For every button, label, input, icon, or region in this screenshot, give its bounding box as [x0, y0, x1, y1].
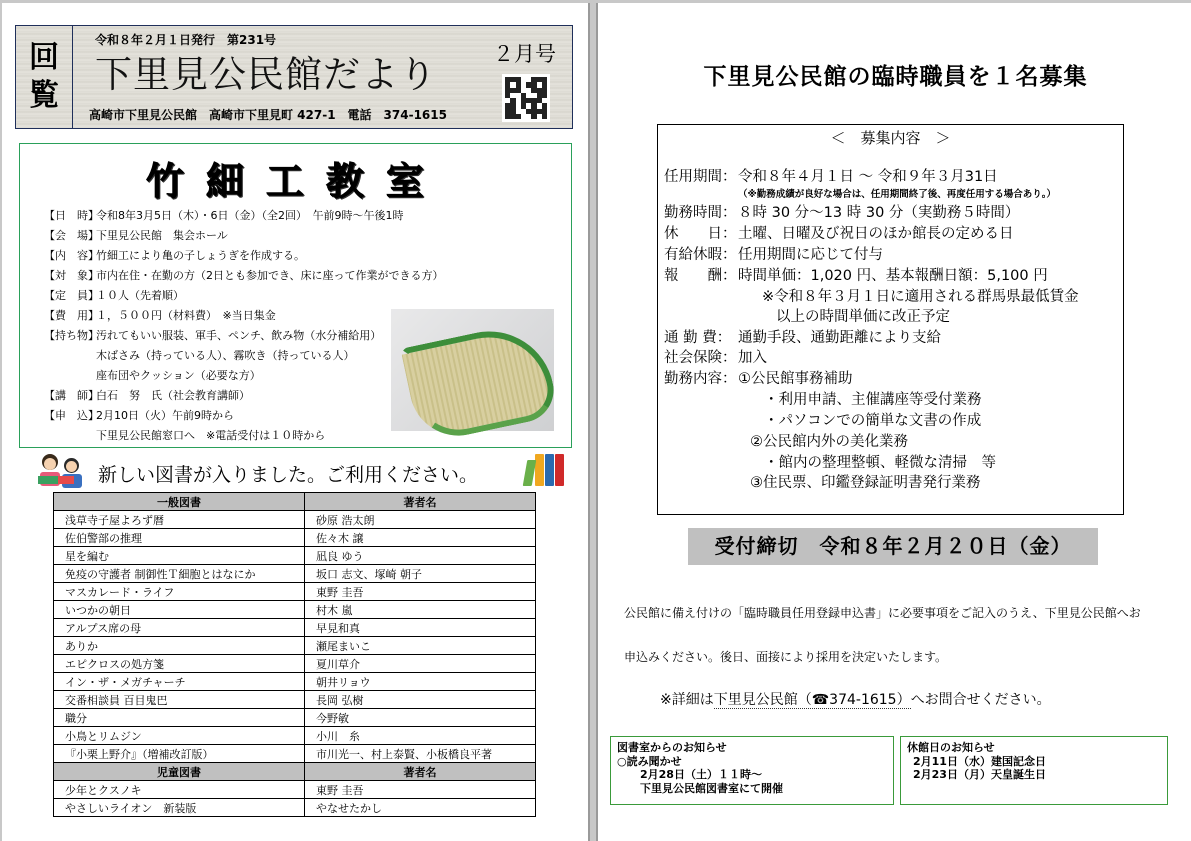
table-row	[54, 637, 536, 655]
table-row	[54, 727, 536, 745]
table-header-row	[54, 493, 536, 511]
book-title: エピクロスの処方箋	[54, 655, 305, 673]
library-notice-title: 図書室からのお知らせ	[617, 741, 727, 754]
book-author: 村木 嵐	[305, 601, 536, 619]
newsletter-title: 下里見公民館だより	[95, 53, 437, 96]
detail-value: 令和８年４月１日 ～ 令和９年３月31日	[738, 169, 998, 185]
kairan-char-2: 覧	[29, 78, 59, 113]
detail-label: 有給休暇：	[664, 247, 737, 263]
info-value: 市内在住・在勤の方（2日とも参加でき、床に座って作業ができる方）	[96, 269, 444, 282]
info-label	[44, 346, 96, 366]
inquiry-prefix: ※詳細は	[660, 692, 714, 708]
info-label: 【会 場】	[44, 229, 99, 242]
detail-row	[664, 266, 1048, 286]
book-title: 交番相談員 百目鬼巴	[54, 691, 305, 709]
page-right	[596, 3, 1191, 841]
table-row	[54, 745, 536, 763]
month-issue: ２月号	[493, 42, 556, 66]
info-label: 【講 師】	[44, 389, 99, 402]
info-row	[44, 386, 444, 406]
book-title: 『小栗上野介』（増補改訂版）	[54, 745, 305, 763]
column-header: 著者名	[305, 493, 536, 511]
detail-label: 勤務時間：	[664, 205, 737, 221]
info-value: １，５００円（材料費） ※当日集金	[96, 309, 276, 322]
info-row	[44, 326, 444, 346]
book-author: 凪良 ゆう	[305, 547, 536, 565]
table-row	[54, 709, 536, 727]
detail-row	[664, 348, 767, 368]
detail-value: 任用期間に応じて付与	[738, 247, 883, 263]
notice-line: ○読み聞かせ	[617, 754, 682, 768]
bamboo-basket-photo	[391, 309, 554, 431]
book-title: ありか	[54, 637, 305, 655]
info-row	[44, 226, 444, 246]
info-value: 竹細工により亀の子しょうぎを作成する。	[96, 249, 305, 262]
info-row	[44, 306, 444, 326]
table-row	[54, 565, 536, 583]
info-label: 【申 込】	[44, 409, 99, 422]
book-title: 浅草寺子屋よろず暦	[54, 511, 305, 529]
info-label: 【内 容】	[44, 249, 99, 262]
info-label: 【日 時】	[44, 209, 99, 222]
book-author: 坂口 志文、塚崎 朝子	[305, 565, 536, 583]
info-value: 座布団やクッション（必要な方）	[96, 369, 261, 382]
newsletter-masthead	[15, 25, 573, 129]
info-label	[44, 426, 96, 446]
book-author: 今野敏	[305, 709, 536, 727]
detail-row	[664, 224, 1014, 244]
bamboo-craft-class-section	[19, 143, 572, 448]
class-info-list	[44, 206, 444, 446]
column-header: 児童図書	[54, 763, 305, 781]
book-title: 星を編む	[54, 547, 305, 565]
info-value: 下里見公民館 集会ホール	[96, 229, 228, 242]
table-row	[54, 601, 536, 619]
detail-value: ①公民館事務補助	[738, 371, 853, 387]
circulation-mark	[16, 26, 73, 128]
detail-label: 社会保険：	[664, 350, 737, 366]
book-author: 砂原 浩太朗	[305, 511, 536, 529]
duty-item: ③住民票、印鑑登録証明書発行業務	[750, 475, 981, 491]
column-header: 著者名	[305, 763, 536, 781]
detail-note: ※令和８年３月１日に適用される群馬県最低賃金	[762, 289, 1079, 305]
info-value: 汚れてもいい服装、軍手、ペンチ、飲み物（水分補給用）	[96, 329, 382, 342]
detail-label: 通 勤 費：	[664, 330, 732, 346]
detail-label: 休 日：	[664, 226, 737, 242]
basket-shape	[400, 319, 559, 444]
book-title: 免疫の守護者 制御性Ｔ細胞とはなにか	[54, 565, 305, 583]
table-row	[54, 547, 536, 565]
info-value: 2月10日（火）午前9時から	[96, 409, 234, 422]
book-title: 小鳥とリムジン	[54, 727, 305, 745]
book-author: 瀬尾まいこ	[305, 637, 536, 655]
phone-link[interactable]: 下里見公民館（☎374-1615）	[713, 692, 911, 708]
issue-line: 令和８年２月１日発行 第231号	[95, 33, 277, 47]
info-row	[44, 346, 444, 366]
recruitment-details-box	[657, 124, 1124, 515]
inquiry-suffix: へお問合せください。	[910, 692, 1051, 708]
table-row	[54, 619, 536, 637]
library-notice-box	[610, 736, 894, 805]
closed-notice-title: 休館日のお知らせ	[907, 741, 995, 754]
detail-value: 時間単価：1,020 円、基本報酬日額：5,100 円	[738, 268, 1048, 284]
info-row	[44, 286, 444, 306]
info-label	[44, 366, 96, 386]
info-label: 【持ち物】	[44, 329, 99, 342]
bamboo-class-title: 竹細工教室	[145, 159, 446, 203]
column-header: 一般図書	[54, 493, 305, 511]
info-row	[44, 426, 444, 446]
table-row	[54, 511, 536, 529]
notice-line: 下里見公民館図書室にて開催	[629, 781, 783, 795]
detail-row	[664, 167, 998, 187]
info-value: 下里見公民館窓口へ ※電話受付は１０時から	[96, 429, 326, 442]
new-books-title: 新しい図書が入りました。ご利用ください。	[98, 464, 479, 486]
book-author: 長岡 弘樹	[305, 691, 536, 709]
application-instructions: 公民館に備え付けの「臨時職員任用登録申込書」に必要事項をご記入のうえ、下里見公民館へお申込みください。後日、面接により採用を決定いたします。	[624, 606, 1141, 664]
book-title: 佐伯警部の推理	[54, 529, 305, 547]
book-author: 早見和真	[305, 619, 536, 637]
table-row	[54, 673, 536, 691]
book-author: やなせたかし	[305, 799, 536, 817]
detail-value: ８時 30 分～13 時 30 分（実勤務５時間）	[738, 205, 1020, 221]
book-author: 佐々木 譲	[305, 529, 536, 547]
recruitment-title: 下里見公民館の臨時職員を１名募集	[703, 64, 1088, 90]
detail-value: 土曜、日曜及び祝日のほか館長の定める日	[738, 226, 1014, 242]
duty-item: ②公民館内外の美化業務	[750, 434, 908, 450]
application-deadline: 受付締切 令和８年２月２０日（金）	[688, 528, 1098, 565]
book-title: アルプス席の母	[54, 619, 305, 637]
info-row	[44, 246, 444, 266]
detail-label: 任用期間：	[664, 169, 737, 185]
table-row	[54, 529, 536, 547]
table-row	[54, 691, 536, 709]
detail-label: 報 酬：	[664, 268, 737, 284]
info-label: 【費 用】	[44, 309, 99, 322]
info-row	[44, 206, 444, 226]
detail-row	[664, 328, 941, 348]
new-books-heading	[36, 452, 556, 492]
detail-note: 以上の時間単価に改正予定	[776, 309, 950, 325]
kairan-char-1: 回	[29, 40, 59, 75]
info-label: 【定 員】	[44, 289, 99, 302]
table-header-row	[54, 763, 536, 781]
bookshelf-icon	[525, 454, 564, 486]
info-value: 令和8年3月5日（木）・6日（金）（全2回） 午前9時～午後1時	[96, 209, 404, 222]
detail-note: （※勤務成績が良好な場合は、任用期間終了後、再度任用する場合あり。）	[738, 189, 1056, 200]
detail-row	[664, 203, 1019, 223]
detail-label: 勤務内容：	[664, 371, 737, 387]
book-author: 夏川草介	[305, 655, 536, 673]
info-label: 【対 象】	[44, 269, 99, 282]
detail-value: 加入	[738, 350, 767, 366]
closed-days-notice-box	[900, 736, 1168, 805]
book-author: 朝井リョウ	[305, 673, 536, 691]
info-value: 白石 努 氏（社会教育講師）	[96, 389, 250, 402]
info-row	[44, 266, 444, 286]
notice-line: 2月11日（水）建国記念日	[913, 754, 1046, 768]
table-row	[54, 799, 536, 817]
notice-line: 2月23日（月）天皇誕生日	[913, 768, 1046, 781]
new-books-table	[53, 492, 536, 817]
details-heading: ＜ 募集内容 ＞	[830, 129, 951, 147]
book-title: 職分	[54, 709, 305, 727]
inquiry-line	[660, 689, 1051, 709]
book-title: いつかの朝日	[54, 601, 305, 619]
detail-row	[664, 369, 853, 389]
book-title: マスカレード・ライフ	[54, 583, 305, 601]
book-author: 小川 糸	[305, 727, 536, 745]
detail-value: 通勤手段、通勤距離により支給	[738, 330, 941, 346]
book-title: イン・ザ・メガチャーチ	[54, 673, 305, 691]
duty-item: ・利用申請、主催講座等受付業務	[764, 392, 982, 408]
notice-line: 2月28日（土）１１時～	[629, 768, 762, 781]
table-row	[54, 781, 536, 799]
detail-row	[664, 245, 883, 265]
page-left	[2, 3, 590, 841]
book-title: やさしいライオン 新装版	[54, 799, 305, 817]
book-author: 東野 圭吾	[305, 781, 536, 799]
table-row	[54, 583, 536, 601]
address-line: 高崎市下里見公民館 高崎市下里見町 427-1 電話 374-1615	[89, 108, 447, 122]
info-row	[44, 406, 444, 426]
info-value: １０人（先着順）	[96, 289, 184, 302]
duty-item: ・パソコンでの簡単な文書の作成	[764, 413, 982, 429]
book-author: 市川光一、村上泰賢、小板橋良平著	[305, 745, 536, 763]
table-row	[54, 655, 536, 673]
duty-item: ・館内の整理整頓、軽微な清掃 等	[764, 455, 996, 471]
qr-code-icon[interactable]	[502, 74, 550, 122]
book-author: 東野 圭吾	[305, 583, 536, 601]
info-value: 木ばさみ（持っている人）、霧吹き（持っている人）	[96, 349, 355, 362]
kids-reading-icon	[38, 452, 88, 492]
info-row	[44, 366, 444, 386]
book-title: 少年とクスノキ	[54, 781, 305, 799]
